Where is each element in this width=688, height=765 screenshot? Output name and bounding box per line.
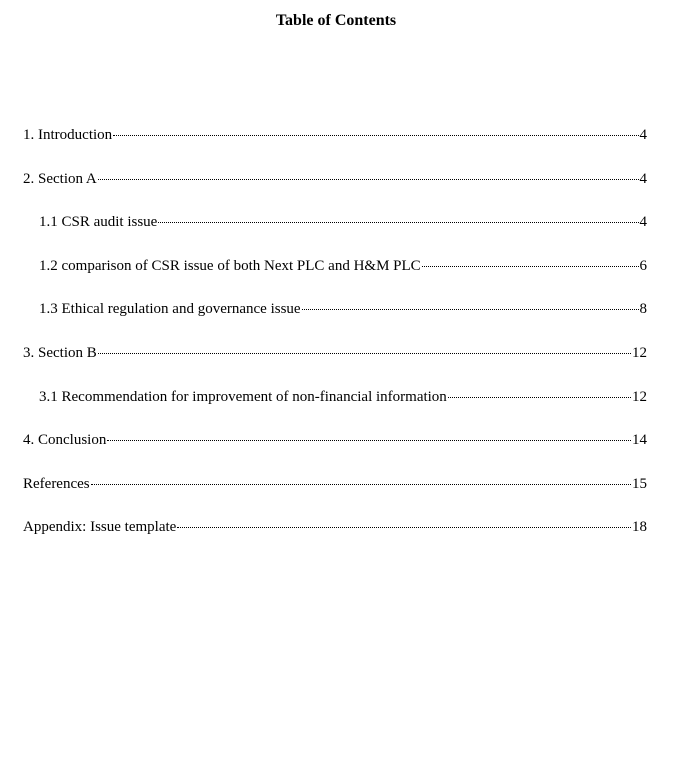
toc-entry-introduction[interactable] (23, 125, 647, 169)
dot-leader (113, 135, 638, 136)
toc-entry-references[interactable] (23, 474, 647, 518)
toc-entry-page-number: 18 (632, 519, 647, 536)
toc-entry-appendix[interactable] (23, 517, 647, 561)
dot-leader (302, 309, 639, 310)
toc-entry-label: 1.1 CSR audit issue (39, 214, 158, 231)
toc-entry-conclusion[interactable] (23, 430, 647, 474)
dot-leader (448, 397, 631, 398)
toc-entry-label: 1.3 Ethical regulation and governance issue (39, 301, 301, 318)
toc-list (23, 125, 647, 561)
dot-leader (107, 440, 631, 441)
toc-entry-page-number: 12 (632, 388, 647, 405)
dot-leader (158, 222, 638, 223)
toc-entry-page-number: 4 (639, 127, 647, 143)
toc-entry-label: 4. Conclusion (23, 432, 107, 449)
toc-entry-page-number: 14 (632, 432, 647, 449)
toc-entry-page-number: 15 (632, 475, 647, 492)
toc-title: Table of Contents (275, 12, 397, 29)
dot-leader (422, 266, 639, 267)
dot-leader (98, 179, 639, 180)
toc-entry-page-number: 12 (632, 344, 647, 361)
toc-entry-label: 1. Introduction (23, 127, 113, 143)
toc-entry-recommendation[interactable] (23, 387, 647, 431)
toc-entry-ethical-regulation[interactable] (23, 299, 647, 343)
toc-entry-section-a[interactable] (23, 169, 647, 213)
dot-leader (91, 484, 631, 485)
toc-entry-label: References (23, 475, 90, 492)
dot-leader (177, 527, 631, 528)
toc-entry-label: 2. Section A (23, 170, 97, 187)
toc-entry-page-number: 4 (639, 170, 647, 187)
toc-entry-label: 1.2 comparison of CSR issue of both Next PLC and H&M PLC (39, 257, 421, 274)
toc-entry-label: Appendix: Issue template (23, 519, 177, 536)
toc-entry-csr-audit-issue[interactable] (23, 212, 647, 256)
toc-entry-label: 3. Section B (23, 344, 97, 361)
dot-leader (98, 353, 631, 354)
toc-entry-label: 3.1 Recommendation for improvement of non-financial information (39, 388, 447, 405)
toc-entry-page-number: 4 (639, 214, 647, 231)
toc-entry-page-number: 6 (639, 257, 647, 274)
toc-entry-section-b[interactable] (23, 343, 647, 387)
toc-entry-page-number: 8 (639, 301, 647, 318)
toc-entry-csr-comparison[interactable] (23, 256, 647, 300)
